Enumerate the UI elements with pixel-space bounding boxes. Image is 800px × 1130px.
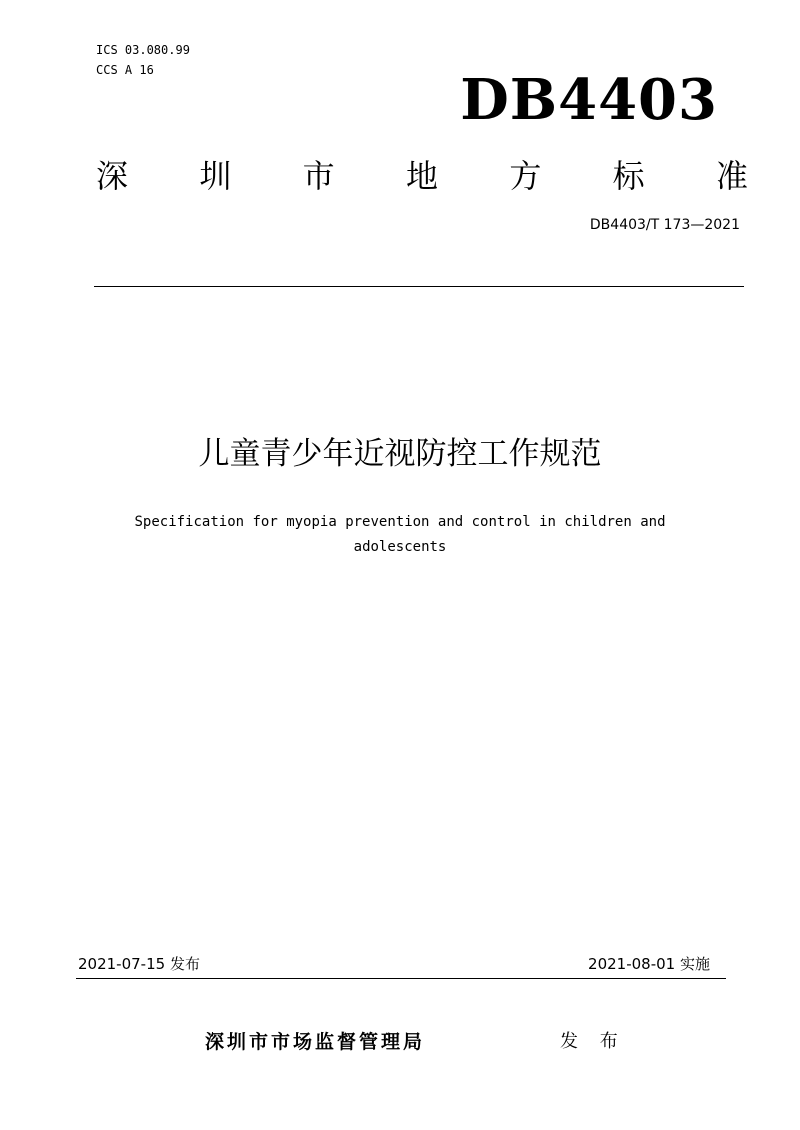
publish-date: 2021-07-15 发布: [78, 955, 200, 973]
db-code: DB4403: [460, 67, 718, 133]
ics-code: ICS 03.080.99: [96, 43, 190, 57]
standard-type-char: 地: [405, 157, 438, 195]
ccs-code: CCS A 16: [96, 63, 154, 77]
title-english: Specification for myopia prevention and control in children and adolescents: [134, 514, 666, 555]
standard-type-char: 方: [509, 157, 542, 195]
standard-type: [96, 156, 748, 196]
title-chinese: 儿童青少年近视防控工作规范: [198, 436, 602, 472]
footer-divider: [76, 978, 726, 979]
standard-type-char: 圳: [199, 157, 232, 195]
standard-type-char: 准: [715, 157, 748, 195]
standard-type-char: 标: [612, 157, 645, 195]
implement-date: 2021-08-01 实施: [588, 955, 710, 973]
header-divider: [94, 286, 744, 287]
standard-type-char: 市: [302, 157, 335, 195]
issuer: 深圳市市场监督管理局: [205, 1031, 426, 1053]
standard-type-char: 深: [96, 157, 129, 195]
issue-label: 发 布: [560, 1031, 626, 1052]
standard-number: DB4403/T 173—2021: [589, 217, 740, 233]
